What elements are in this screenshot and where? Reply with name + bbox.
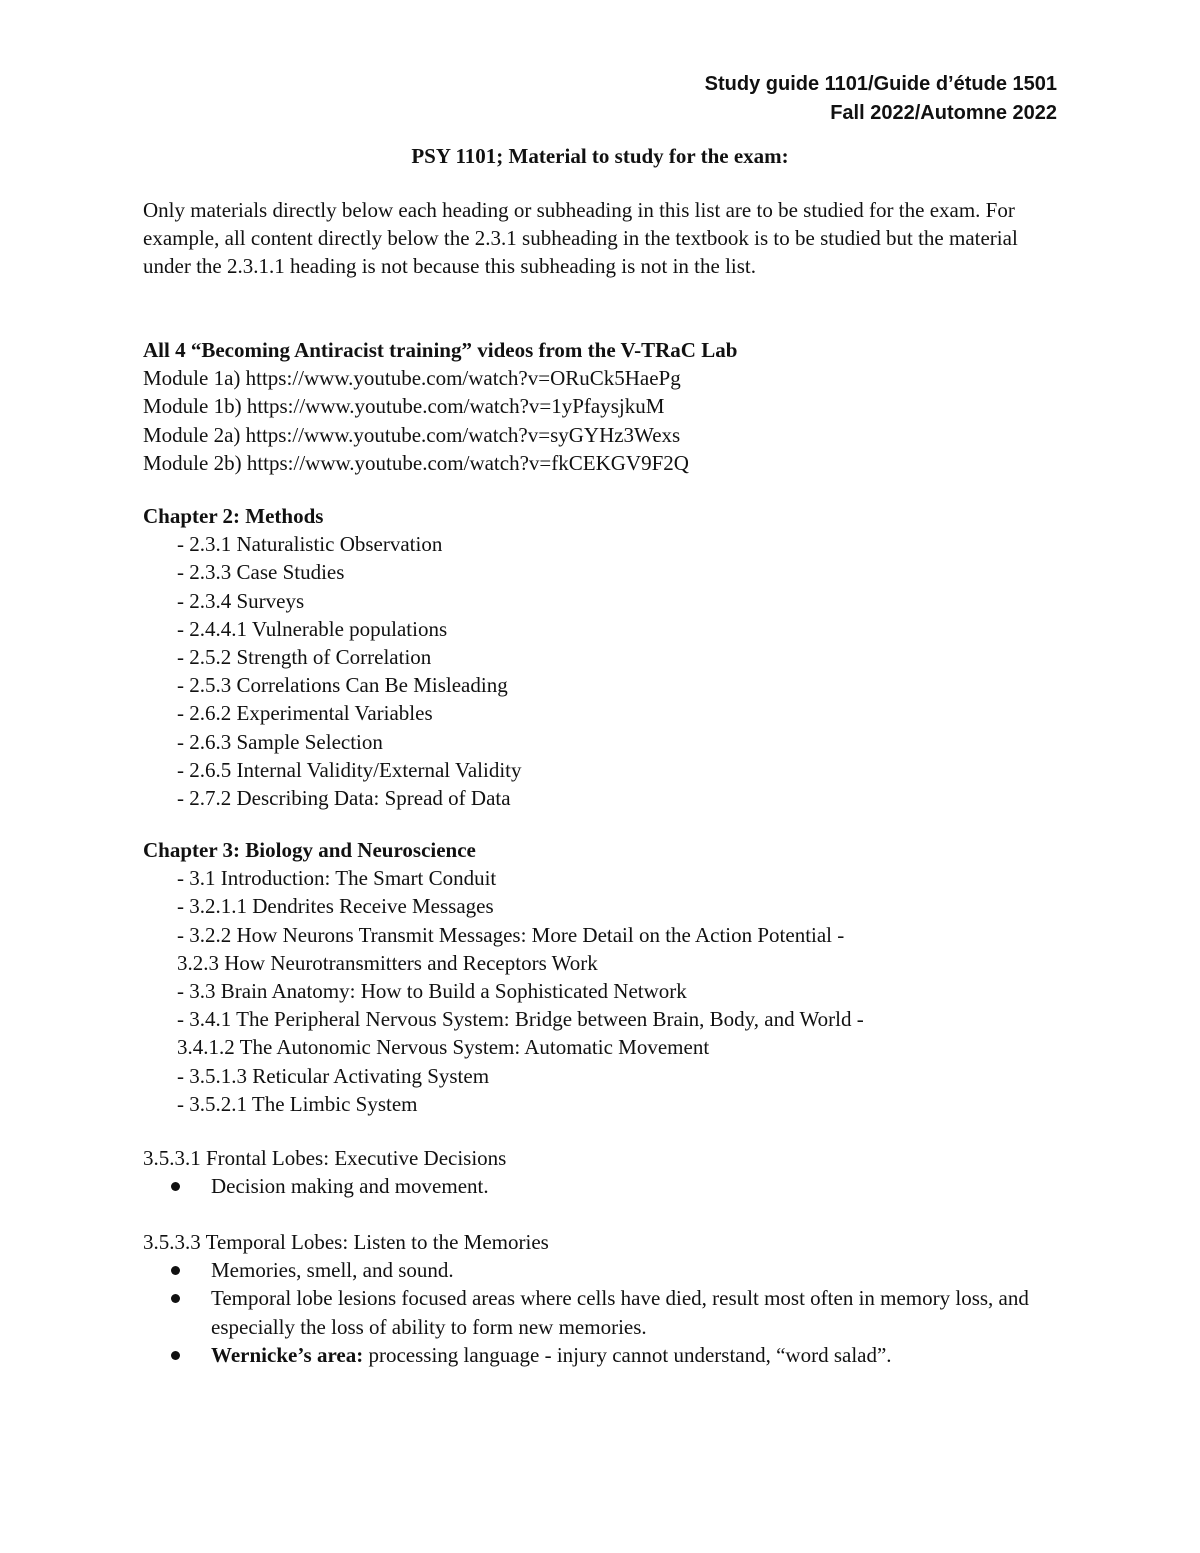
video-module-line: Module 2a) https://www.youtube.com/watch?v=syGYHz3Wexs [143,422,681,447]
bullet-dot-icon [171,1266,180,1275]
bullet-text: processing language - injury cannot understand, “word salad”. [363,1342,892,1367]
bullet-text: Memories, smell, and sound. [211,1258,454,1283]
bullet-dot-icon [171,1182,180,1191]
chapter-2-item: - 2.6.3 Sample Selection [177,729,383,754]
chapter-3-item: - 3.5.2.1 The Limbic System [177,1091,418,1116]
chapter-2-item: - 2.6.5 Internal Validity/External Validity [177,757,522,782]
bullet-item [143,1256,1043,1284]
frontal-lobes-bullets [143,1172,1063,1200]
chapter-2-item: - 2.4.4.1 Vulnerable populations [177,616,448,641]
chapter-2-item: - 2.3.3 Case Studies [177,560,345,585]
chapter-3-item: - 3.3 Brain Anatomy: How to Build a Sophisticated Network [177,979,687,1004]
chapter-2-section [143,502,1063,812]
chapter-3-item: 3.2.3 How Neurotransmitters and Receptors Work [177,950,598,975]
document-header [705,70,1057,128]
header-course-line: Study guide 1101/Guide d’étude 1501 [704,73,1057,95]
frontal-lobes-section [143,1144,1063,1200]
chapter-2-item: - 2.3.1 Naturalistic Observation [177,532,443,557]
temporal-lobes-heading: 3.5.3.3 Temporal Lobes: Listen to the Memories [143,1230,549,1254]
frontal-lobes-heading: 3.5.3.1 Frontal Lobes: Executive Decisions [143,1146,507,1170]
video-module-line: Module 2b) https://www.youtube.com/watch?v=fkCEKGV9F2Q [143,450,689,475]
video-module-line: Module 1b) https://www.youtube.com/watch?v=1yPfaysjkuM [143,394,665,419]
chapter-2-item: - 2.7.2 Describing Data: Spread of Data [177,786,511,811]
temporal-lobes-bullets [143,1256,1043,1369]
chapter-3-heading: Chapter 3: Biology and Neuroscience [143,838,476,862]
chapter-3-section [143,836,1063,1118]
chapter-2-item: - 2.5.2 Strength of Correlation [177,645,432,670]
bullet-item [143,1341,1043,1369]
header-term-line: Fall 2022/Automne 2022 [830,102,1057,124]
chapter-3-item: 3.4.1.2 The Autonomic Nervous System: Automatic Movement [177,1035,710,1060]
videos-section [143,336,1063,477]
videos-heading: All 4 “Becoming Antiracist training” videos from the V-TRaC Lab [143,338,738,362]
chapter-3-item: - 3.5.1.3 Reticular Activating System [177,1063,490,1088]
bullet-item [143,1284,1043,1340]
chapter-3-item: - 3.2.1.1 Dendrites Receive Messages [177,894,494,919]
wernicke-term: Wernicke’s area: [211,1342,364,1367]
chapter-3-item: - 3.4.1 The Peripheral Nervous System: Bridge between Brain, Body, and World - [177,1007,864,1032]
bullet-text: Decision making and movement. [211,1174,489,1199]
bullet-text: Temporal lobe lesions focused areas where cells have died, result most often in memory loss, and especially the loss of ability to form new memories. [211,1286,1029,1339]
page-title: PSY 1101; Material to study for the exam: [411,144,789,168]
chapter-2-item: - 2.6.2 Experimental Variables [177,701,433,726]
chapter-2-item: - 2.5.3 Correlations Can Be Misleading [177,673,508,698]
chapter-3-item: - 3.2.2 How Neurons Transmit Messages: More Detail on the Action Potential - [177,922,845,947]
intro-paragraph: Only materials directly below each heading or subheading in this list are to be studied for the exam. For example, all content directly below the 2.3.1 subheading in the textbook is to be studied but the material under the 2.3.1.1 heading is not because this subheading is not in the list. [143,198,1018,278]
chapter-3-item: - 3.1 Introduction: The Smart Conduit [177,866,497,891]
chapter-2-heading: Chapter 2: Methods [143,504,324,528]
bullet-dot-icon [171,1351,180,1360]
video-module-line: Module 1a) https://www.youtube.com/watch?v=ORuCk5HaePg [143,366,681,391]
bullet-item [143,1172,1063,1200]
bullet-dot-icon [171,1294,180,1303]
temporal-lobes-section [143,1228,1043,1369]
chapter-2-item: - 2.3.4 Surveys [177,588,305,613]
